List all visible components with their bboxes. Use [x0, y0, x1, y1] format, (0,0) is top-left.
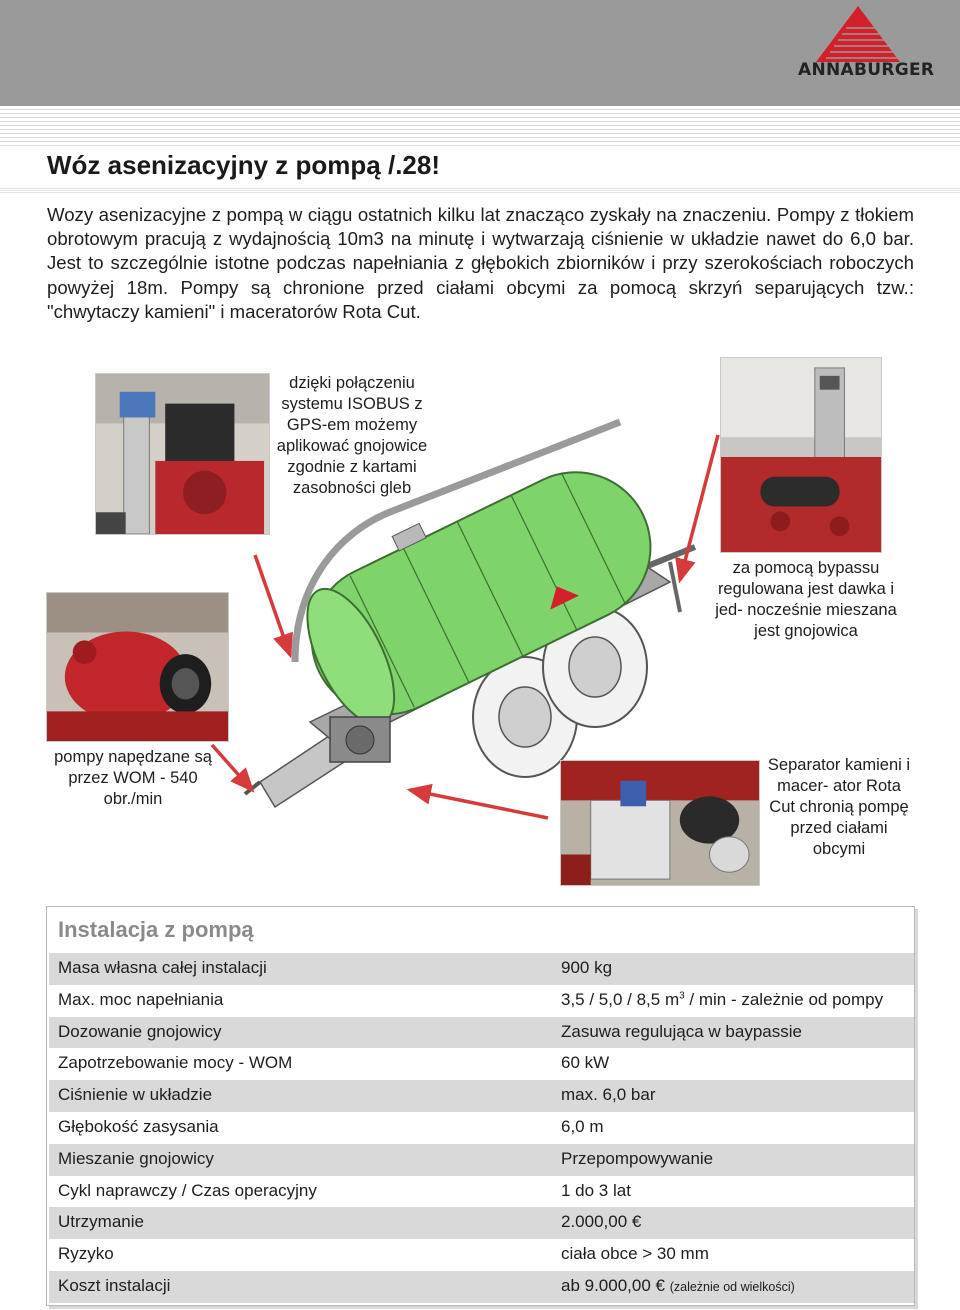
spec-value: [561, 1053, 609, 1073]
spec-value-text: ab 9.000,00 €: [561, 1275, 665, 1295]
brand-name: ANNABURGER: [798, 60, 935, 80]
pump-photo-top-left: [95, 373, 270, 535]
spec-value-text: ciała obce > 30 mm: [561, 1244, 709, 1264]
spec-value-text: 6,0 m: [561, 1116, 604, 1136]
pto-pump-photo-left: [46, 592, 229, 742]
table-row: [49, 953, 914, 985]
table-row: [49, 1207, 914, 1239]
table-row: [49, 1112, 914, 1144]
spec-value-text: max. 6,0 bar: [561, 1085, 656, 1105]
spec-label: Głębokość zasysania: [58, 1116, 219, 1136]
separator-photo-bottom-right: [560, 760, 760, 886]
spec-label: Max. moc napełniania: [58, 989, 224, 1009]
spec-value-text: Zasuwa regulująca w baypassie: [561, 1021, 802, 1041]
spec-label: Dozowanie gnojowicy: [58, 1021, 222, 1041]
spec-table-title: Instalacja z pompą: [58, 917, 254, 942]
table-row: [49, 1239, 914, 1271]
bypass-photo-top-right: [720, 357, 882, 553]
table-row: [49, 1080, 914, 1112]
spec-value-text: 1 do 3 lat: [561, 1180, 631, 1200]
spec-label: Zapotrzebowanie mocy - WOM: [58, 1053, 293, 1073]
spec-label: Ryzyko: [58, 1244, 114, 1264]
spec-value-text: Przepompowywanie: [561, 1148, 714, 1168]
spec-value: [561, 990, 883, 1010]
spec-value: [561, 1181, 631, 1201]
spec-label: Cykl naprawczy / Czas operacyjny: [58, 1180, 317, 1200]
header-stripes: [0, 106, 960, 146]
spec-value: [561, 1276, 795, 1296]
spec-value-text: 3,5 / 5,0 / 8,5 m: [561, 989, 680, 1009]
spec-value: [561, 1022, 802, 1042]
title-divider: [0, 188, 960, 193]
spec-value: [561, 1085, 656, 1105]
table-row: [49, 985, 914, 1017]
spec-value: [561, 958, 612, 978]
intro-paragraph: Wozy asenizacyjne z pompą w ciągu ostatnich kilku lat znacząco zyskały na znaczeniu. Pompy z tłokiem obrotowym pracują z wydajnością 10m3 na minutę i wytwarzają ciśnienie w układzie nawet do 6,0 bar. Jest to szczególnie istotne podczas napełniania z głębokich zbiorników i przy szerokościach roboczych powyżej 18m. Pompy są chronione przed ciałami obcymi za pomocą skrzyń separujących tzw.: "chwytaczy kamieni" i maceratorów Rota Cut.: [47, 204, 914, 322]
caption-pto-drive: pompy napędzane są przez WOM - 540 obr./min: [54, 748, 212, 808]
spec-value-superscript: 3: [679, 990, 685, 1002]
spec-label: Koszt instalacji: [58, 1275, 171, 1295]
spec-table-rows: [49, 953, 914, 1303]
table-row: [49, 1271, 914, 1303]
table-row: [49, 1017, 914, 1049]
caption-separator: Separator kamieni i macer- ator Rota Cut chronią pompę przed ciałami obcymi: [767, 756, 911, 858]
caption-isobus: dzięki połączeniu systemu ISOBUS z GPS-em możemy aplikować gnojowice zgodnie z kartami zasobności gleb: [276, 374, 428, 497]
table-row: [49, 1176, 914, 1208]
table-row: [49, 1144, 914, 1176]
spec-label: Masa własna całej instalacji: [58, 958, 267, 977]
page-title: Wóz asenizacyjny z pompą /.28!: [47, 150, 440, 180]
spec-value: [561, 1117, 604, 1137]
caption-bypass: za pomocą bypassu regulowana jest dawka i jed- nocześnie mieszana jest gnojowica: [715, 559, 897, 640]
spec-value: [561, 1244, 709, 1264]
spec-label: Mieszanie gnojowicy: [58, 1148, 214, 1168]
spec-value: [561, 1212, 641, 1232]
table-row: [49, 1048, 914, 1080]
spec-value: [561, 1149, 713, 1169]
spec-value-note: (zależnie od wielkości): [669, 1279, 795, 1294]
spec-value-text: 2.000,00 €: [561, 1212, 642, 1232]
spec-value-text: 60 kW: [561, 1053, 610, 1073]
spec-value-text: 900 kg: [561, 958, 613, 977]
spec-label: Ciśnienie w układzie: [58, 1085, 213, 1105]
spec-label: Utrzymanie: [58, 1212, 144, 1232]
spec-table: [46, 906, 915, 1306]
spec-value-suffix: / min - zależnie od pompy: [684, 989, 884, 1009]
